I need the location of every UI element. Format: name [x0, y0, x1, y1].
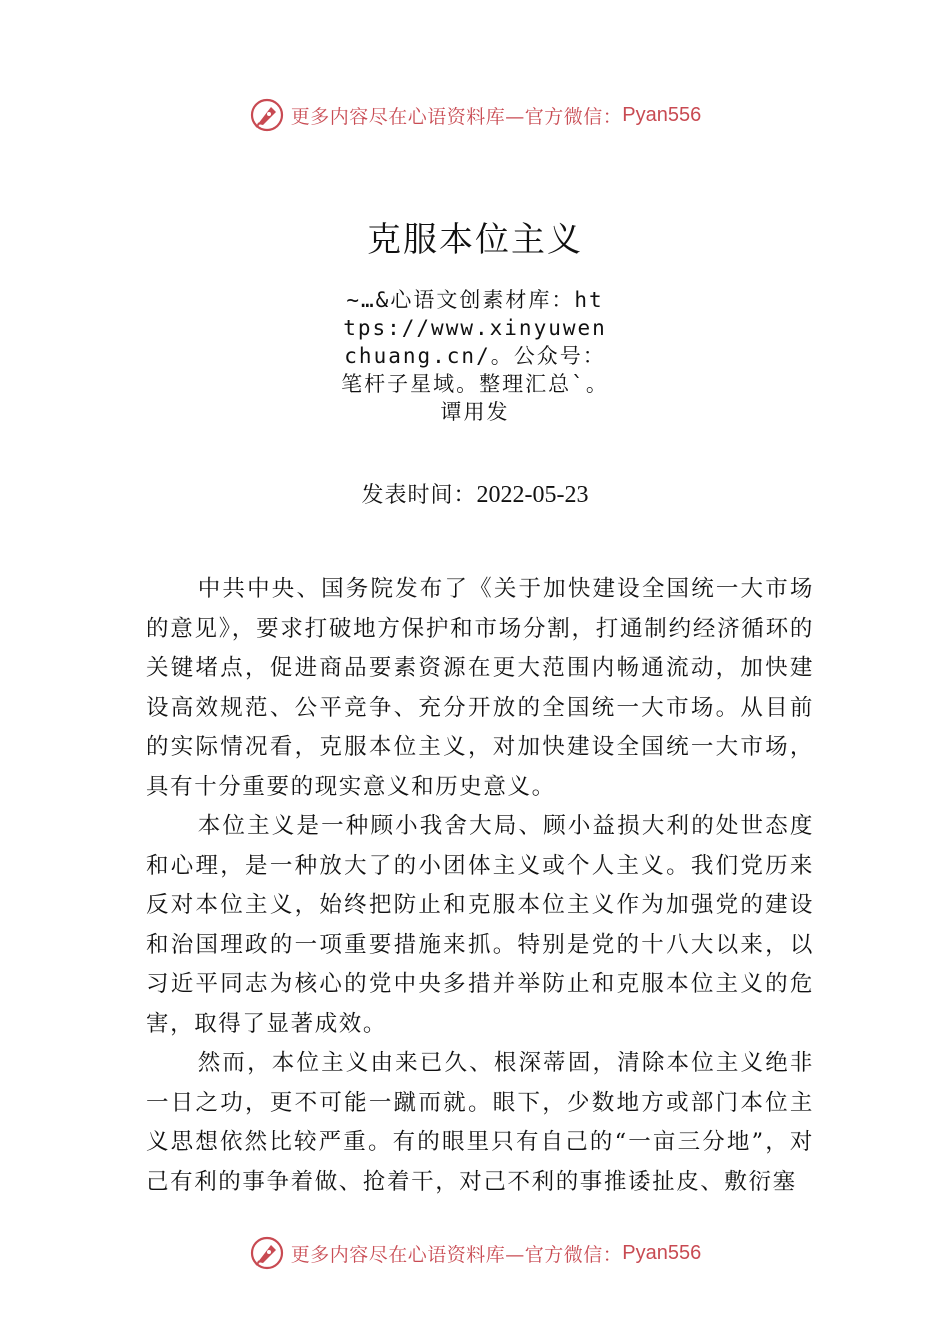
publish-date	[0, 478, 950, 509]
article-body	[146, 570, 814, 1202]
pen-nib-logo-icon	[249, 1235, 285, 1271]
banner-text: 更多内容尽在心语资料库—官方微信：	[290, 1243, 623, 1266]
article-title: 克服本位主义	[367, 220, 583, 260]
paragraph-3: 然而，本位主义由来已久、根深蒂固，清除本位主义绝非一日之功，更不可能一蹴而就。眼下，少数地方或部门本位主义思想依然比较严重。有的眼里只有自己的“一亩三分地”，对己有利的事争着做、抢着干，对己不利的事推诿扯皮、敷衍塞	[146, 1050, 814, 1195]
paragraph-1: 中共中央、国务院发布了《关于加快建设全国统一大市场的意见》，要求打破地方保护和市场分割，打通制约经济循环的关键堵点，促进商品要素资源在更大范围内畅通流动，加快建设高效规范、公平竞争、充分开放的全国统一大市场。从目前的实际情况看，克服本位主义，对加快建设全国统一大市场，具有十分重要的现实意义和历史意义。	[146, 576, 814, 800]
banner-wechat-id: Pyan556	[622, 103, 702, 126]
footer-watermark-banner	[0, 1233, 950, 1273]
publish-date-value: 2022-05-23	[476, 482, 589, 508]
article-source: ~…&心语文创素材库：https://www.xinyuwenchuang.cn/。公众号：笔杆子星域。整理汇总`。谭用发	[341, 288, 609, 424]
paragraph-2: 本位主义是一种顾小我舍大局、顾小益损大利的处世态度和心理，是一种放大了的小团体主义或个人主义。我们党历来反对本位主义，始终把防止和克服本位主义作为加强党的建设和治国理政的一项重要措施来抓。特别是党的十八大以来，以习近平同志为核心的党中央多措并举防止和克服本位主义的危害，取得了显著成效。	[146, 813, 814, 1037]
banner-text: 更多内容尽在心语资料库—官方微信：	[290, 105, 623, 128]
publish-date-label: 发表时间：	[361, 483, 477, 508]
pen-nib-logo-icon	[249, 97, 285, 133]
header-watermark-banner	[0, 95, 950, 135]
banner-wechat-id: Pyan556	[622, 1241, 702, 1264]
